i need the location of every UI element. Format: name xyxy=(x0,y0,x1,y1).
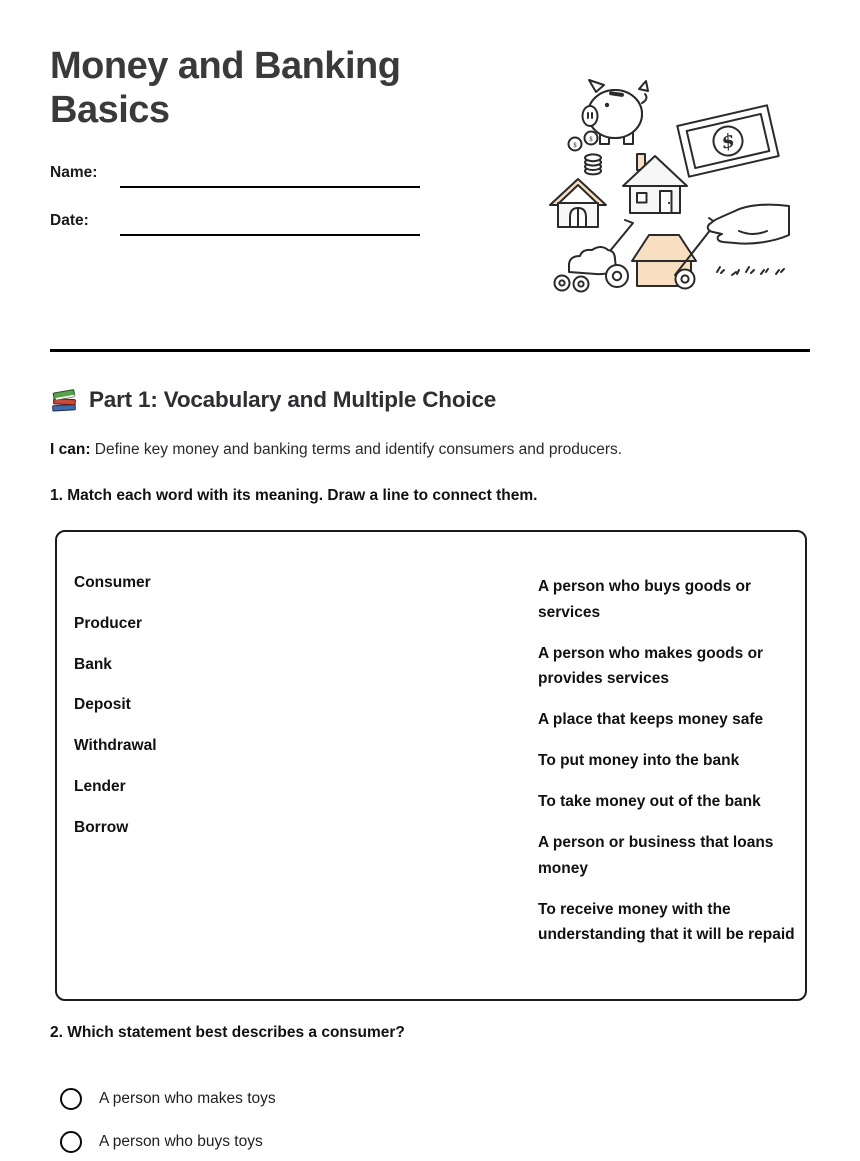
svg-text:$: $ xyxy=(573,142,577,149)
match-definition: A person who makes goods or provides services xyxy=(538,644,764,687)
cart-icon xyxy=(632,218,720,289)
date-input-line[interactable] xyxy=(120,234,420,236)
radio-button[interactable] xyxy=(60,1131,82,1153)
i-can-statement xyxy=(50,441,622,459)
match-word: Lender xyxy=(74,777,126,795)
books-icon xyxy=(50,387,78,413)
match-definition: To put money into the bank xyxy=(538,752,740,769)
money-chores-illustration xyxy=(543,72,805,300)
page-title: Money and Banking Basics xyxy=(50,45,401,132)
match-definition: To receive money with the understanding that it will be repaid xyxy=(538,900,795,943)
coin-stack-icon xyxy=(585,154,601,174)
match-word: Consumer xyxy=(74,574,151,591)
radio-button[interactable] xyxy=(60,1088,82,1110)
match-definition: A place that keeps money safe xyxy=(538,711,764,728)
dollar-bill-icon xyxy=(677,105,778,176)
part1-heading xyxy=(50,387,496,413)
match-definition: To take money out of the bank xyxy=(538,793,761,810)
date-label: Date: xyxy=(50,212,89,229)
section-divider xyxy=(50,349,810,352)
matching-box xyxy=(55,530,807,1001)
lawn-mower-icon xyxy=(555,220,634,292)
option-label: A person who makes toys xyxy=(99,1090,276,1107)
match-words-column xyxy=(74,573,157,859)
match-word: Producer xyxy=(74,614,143,632)
q2-option-row xyxy=(60,1088,276,1110)
i-can-label: I can: xyxy=(50,441,91,458)
name-input-line[interactable] xyxy=(120,186,420,188)
match-word: Borrow xyxy=(74,818,129,836)
question2-prompt: 2. Which statement best describes a consumer? xyxy=(50,1024,405,1041)
house-icon xyxy=(623,154,687,213)
svg-text:$: $ xyxy=(589,136,593,143)
hand-icon xyxy=(708,205,789,244)
grass-icon xyxy=(717,267,784,275)
svg-text:$: $ xyxy=(719,129,738,154)
small-house-icon xyxy=(550,179,606,227)
option-label: A person who buys toys xyxy=(99,1133,263,1150)
match-definitions-column xyxy=(538,574,796,963)
part1-heading-text: Part 1: Vocabulary and Multiple Choice xyxy=(89,387,497,412)
i-can-text: Define key money and banking terms and identify consumers and producers. xyxy=(90,441,623,458)
match-word: Withdrawal xyxy=(74,737,157,755)
match-word: Bank xyxy=(74,655,112,673)
question1-prompt: 1. Match each word with its meaning. Draw a line to connect them. xyxy=(50,487,538,504)
match-definition: A person or business that loans money xyxy=(538,834,774,877)
coins-icon xyxy=(569,132,598,151)
match-word: Deposit xyxy=(74,696,131,714)
match-definition: A person who buys goods or services xyxy=(538,578,751,621)
name-label: Name: xyxy=(50,164,98,181)
q2-option-row xyxy=(60,1131,263,1153)
